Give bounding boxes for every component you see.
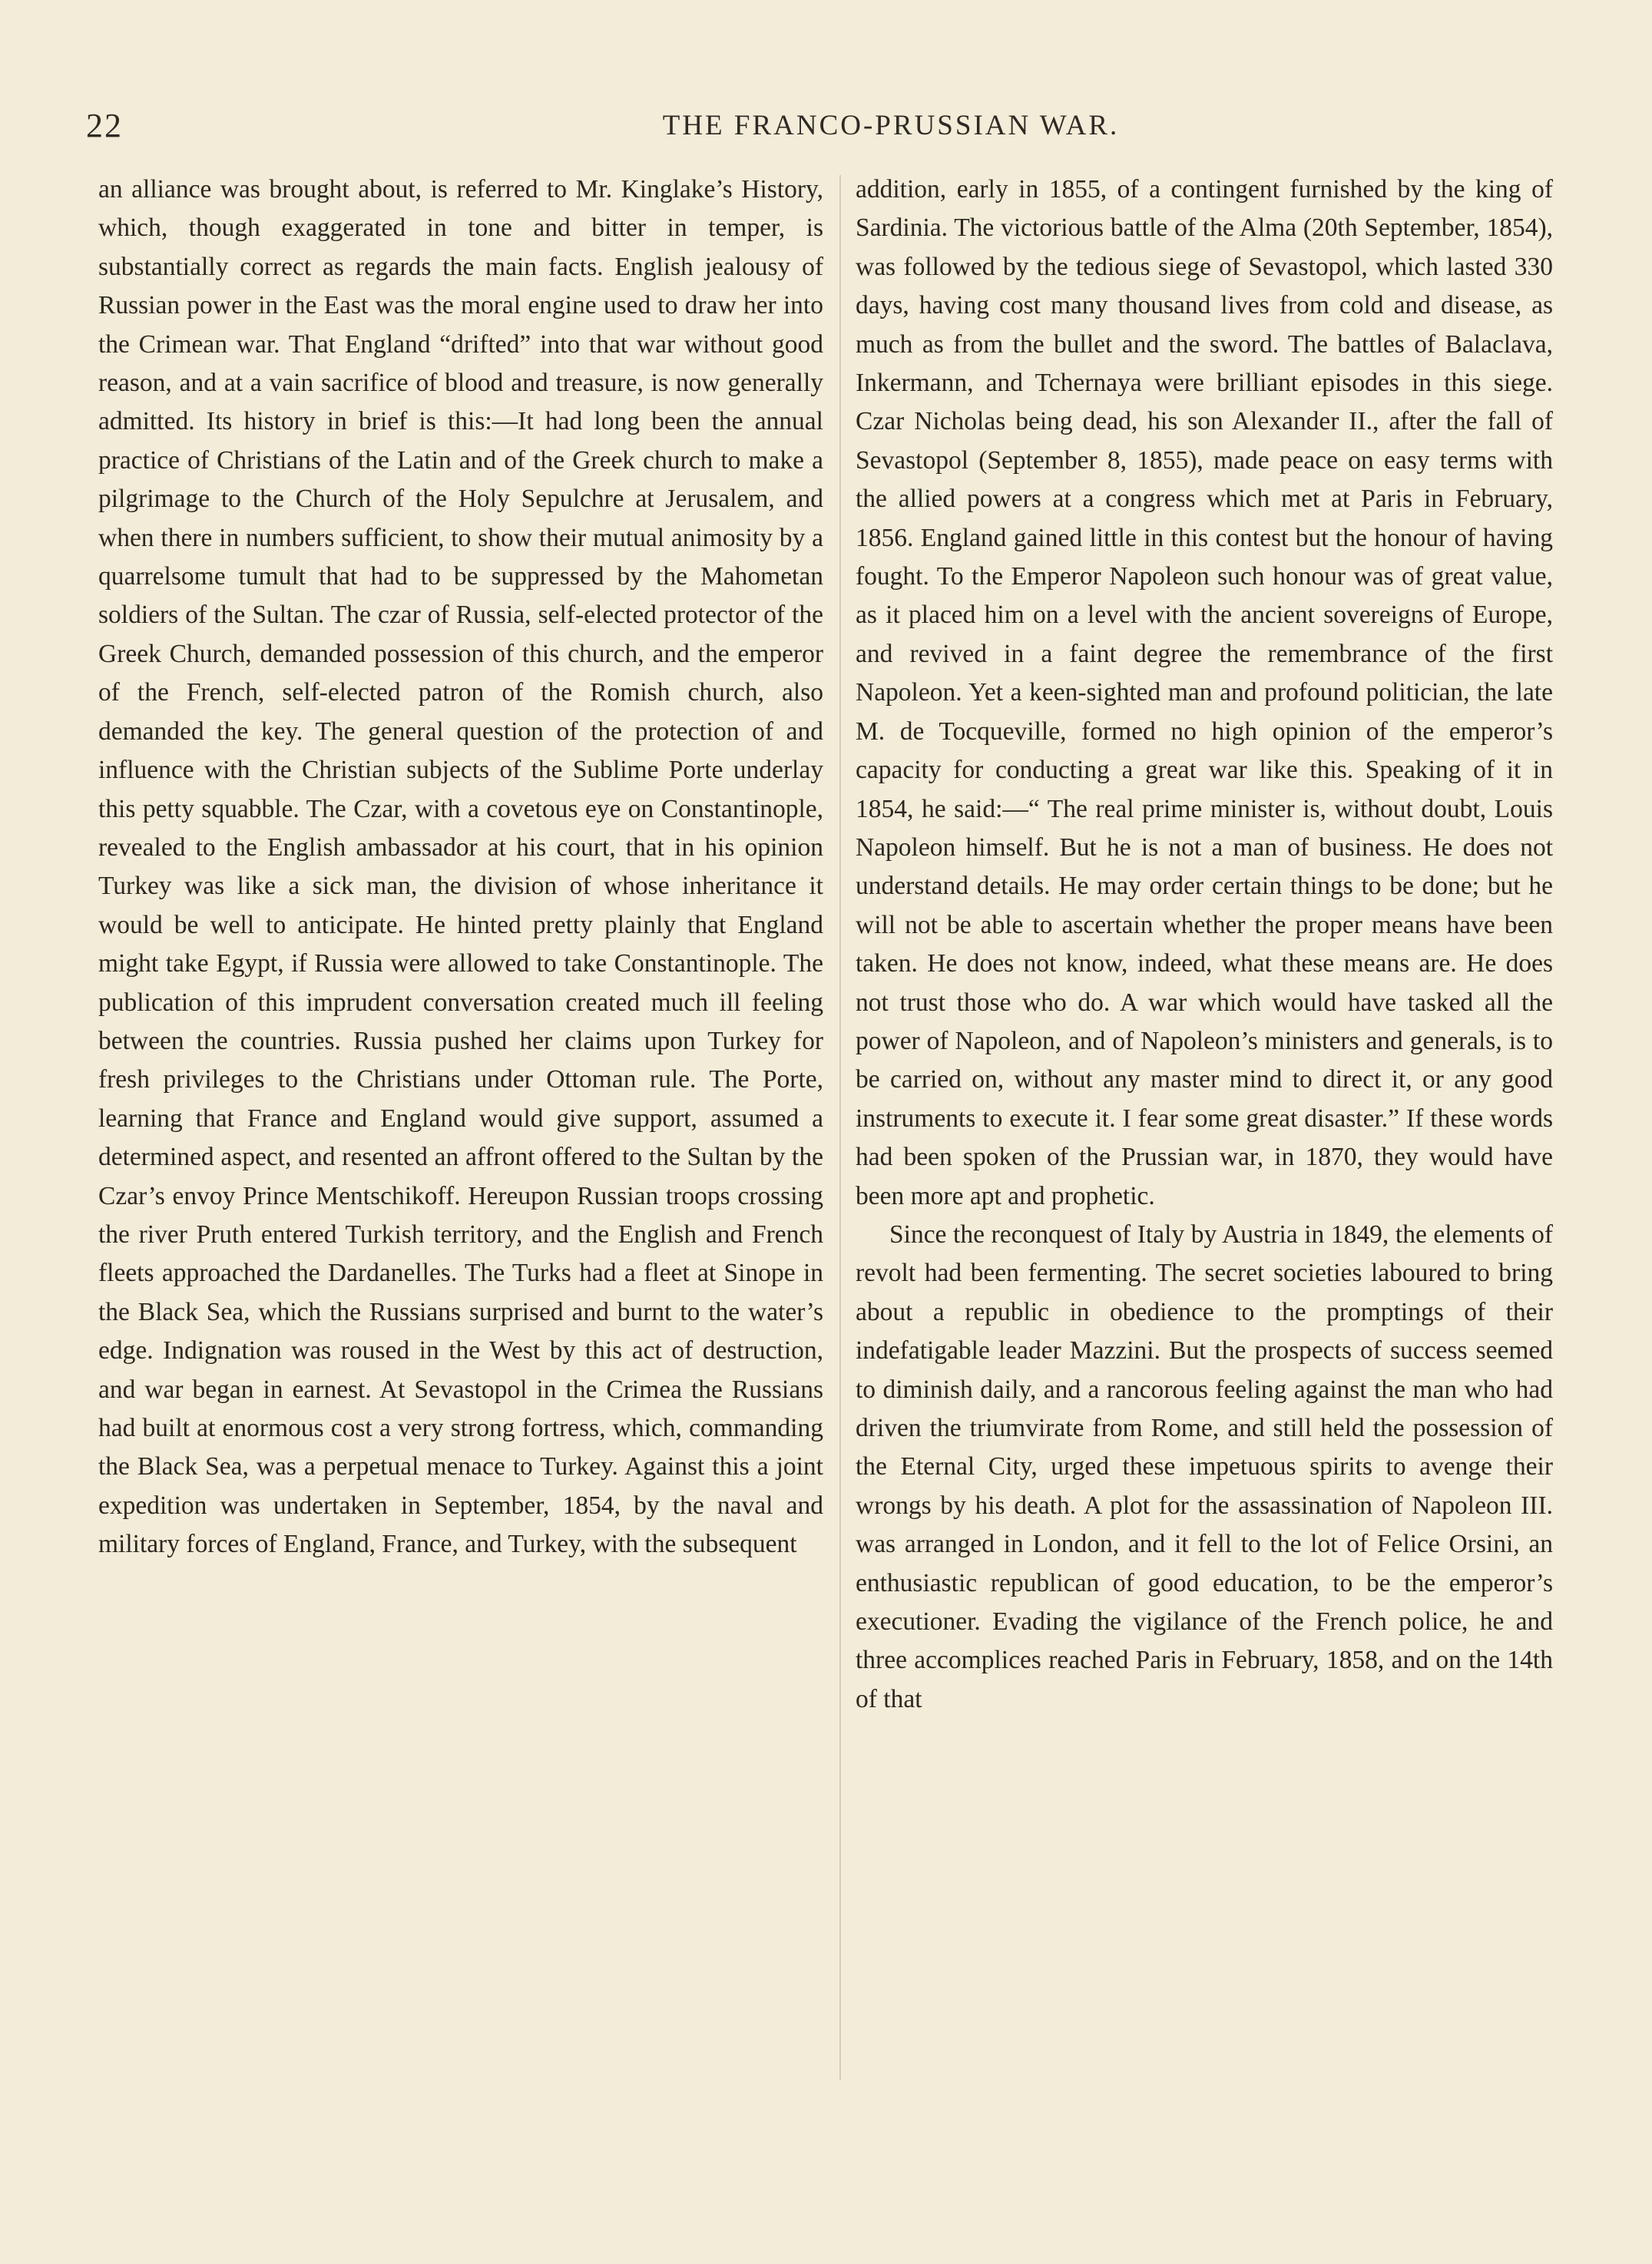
left-paragraph-1: an alliance was brought about, is referred to Mr. Kinglake’s History, which, though exaggerated in tone and bitter in temper, is substantially correct as regards the main facts. English jealousy of Russian power in the East was the moral engine used to draw her into the Crimean war. That England “drifted” into that war without good reason, and at a vain sacrifice of blood and treasure, is now generally admitted. Its history in brief is this:—It had long been the annual practice of Christians of the Latin and of the Greek church to make a pilgrimage to the Church of the Holy Sepulchre at Jerusalem, and when there in numbers sufficient, to show their mutual animosity by a quarrelsome tumult that had to be suppressed by the Mahometan soldiers of the Sultan. The czar of Russia, self-elected protector of the Greek Church, demanded possession of this church, and the emperor of the French, self-elected patron of the Romish church, also demanded the key. The general question of the protection of and influence with the Christian subjects of the Sublime Porte underlay this petty squabble. The Czar, with a covetous eye on Constantinople, revealed to the English ambassador at his court, that in his opinion Turkey was like a sick man, the division of whose inheritance it would be well to anticipate. He hinted pretty plainly that England might take Egypt, if Russia were allowed to take Constantinople. The publication of this imprudent conversation created much ill feeling between the countries. Russia pushed her claims upon Turkey for fresh privileges to the Christians under Ottoman rule. The Porte, learning that France and England would give support, assumed a determined aspect, and resented an affront offered to the Sultan by the Czar’s envoy Prince Mentschikoff. Hereupon Russian troops crossing the river Pruth entered Turkish territory, and the English and French fleets approached the Dardanelles. The Turks had a fleet at Sinope in the Black Sea, which the Russians surprised and burnt to the water’s edge. Indignation was roused in the West by this act of destruction, and war began in earnest. At Sevastopol in the Crimea the Russians had built at enormous cost a very strong fortress, which, commanding the Black Sea, was a perpetual menace to Turkey. Against this a joint expedition was undertaken in September, 1854, by the naval and military forces of England, France, and Turkey, with the subsequent — [98, 175, 823, 1559]
right-paragraph-1: addition, early in 1855, of a contingent furnished by the king of Sardinia. The victorious battle of the Alma (20th September, 1854), was followed by the tedious siege of Sevastopol, which lasted 330 days, having cost many thousand lives from cold and disease, as much as from the bullet and the sword. The battles of Balaclava, Inkermann, and Tchernaya were brilliant episodes in this siege. Czar Nicholas being dead, his son Alexander II., after the fall of Sevastopol (September 8, 1855), made peace on easy terms with the allied powers at a congress which met at Paris in February, 1856. England gained little in this contest but the honour of having fought. To the Emperor Napoleon such honour was of great value, as it placed him on a level with the ancient sovereigns of Europe, and revived in a faint degree the remembrance of the first Napoleon. Yet a keen-sighted man and profound politician, the late M. de Tocqueville, formed no high opinion of the emperor’s capacity for conducting a great war like this. Speaking of it in 1854, he said:—“ The real prime minister is, without doubt, Louis Napoleon himself. But he is not a man of business. He does not understand details. He may order certain things to be done; but he will not be able to ascertain whether the proper means have been taken. He does not know, indeed, what these means are. He does not trust those who do. A war which would have tasked all the power of Napoleon, and of Napoleon’s ministers and generals, is to be carried on, without any master mind to direct it, or any good instruments to execute it. I fear some great disaster.” If these words had been spoken of the Prussian war, in 1870, they would have been more apt and prophetic. — [856, 175, 1553, 1210]
running-head: THE FRANCO-PRUSSIAN WAR. — [662, 110, 1120, 141]
right-paragraph-2: Since the reconquest of Italy by Austria in 1849, the elements of revolt had been fermenting. The secret societies laboured to bring about a republic in obedience to the promptings of their indefatigable leader Mazzini. But the prospects of success seemed to diminish daily, and a rancorous feeling against the man who had driven the triumvirate from Rome, and still held the possession of the Eternal City, urged these impetuous spirits to avenge their wrongs by his death. A plot for the assassination of Napoleon III. was arranged in London, and it fell to the lot of Felice Orsini, an enthusiastic republican of good education, to be the emperor’s executioner. Evading the vigilance of the French police, he and three accomplices reached Paris in February, 1858, and on the 14th of that — [856, 1220, 1553, 1713]
column-divider — [839, 175, 841, 2080]
left-column — [98, 170, 823, 2106]
page-number: 22 — [86, 107, 123, 144]
right-column — [856, 170, 1553, 2106]
